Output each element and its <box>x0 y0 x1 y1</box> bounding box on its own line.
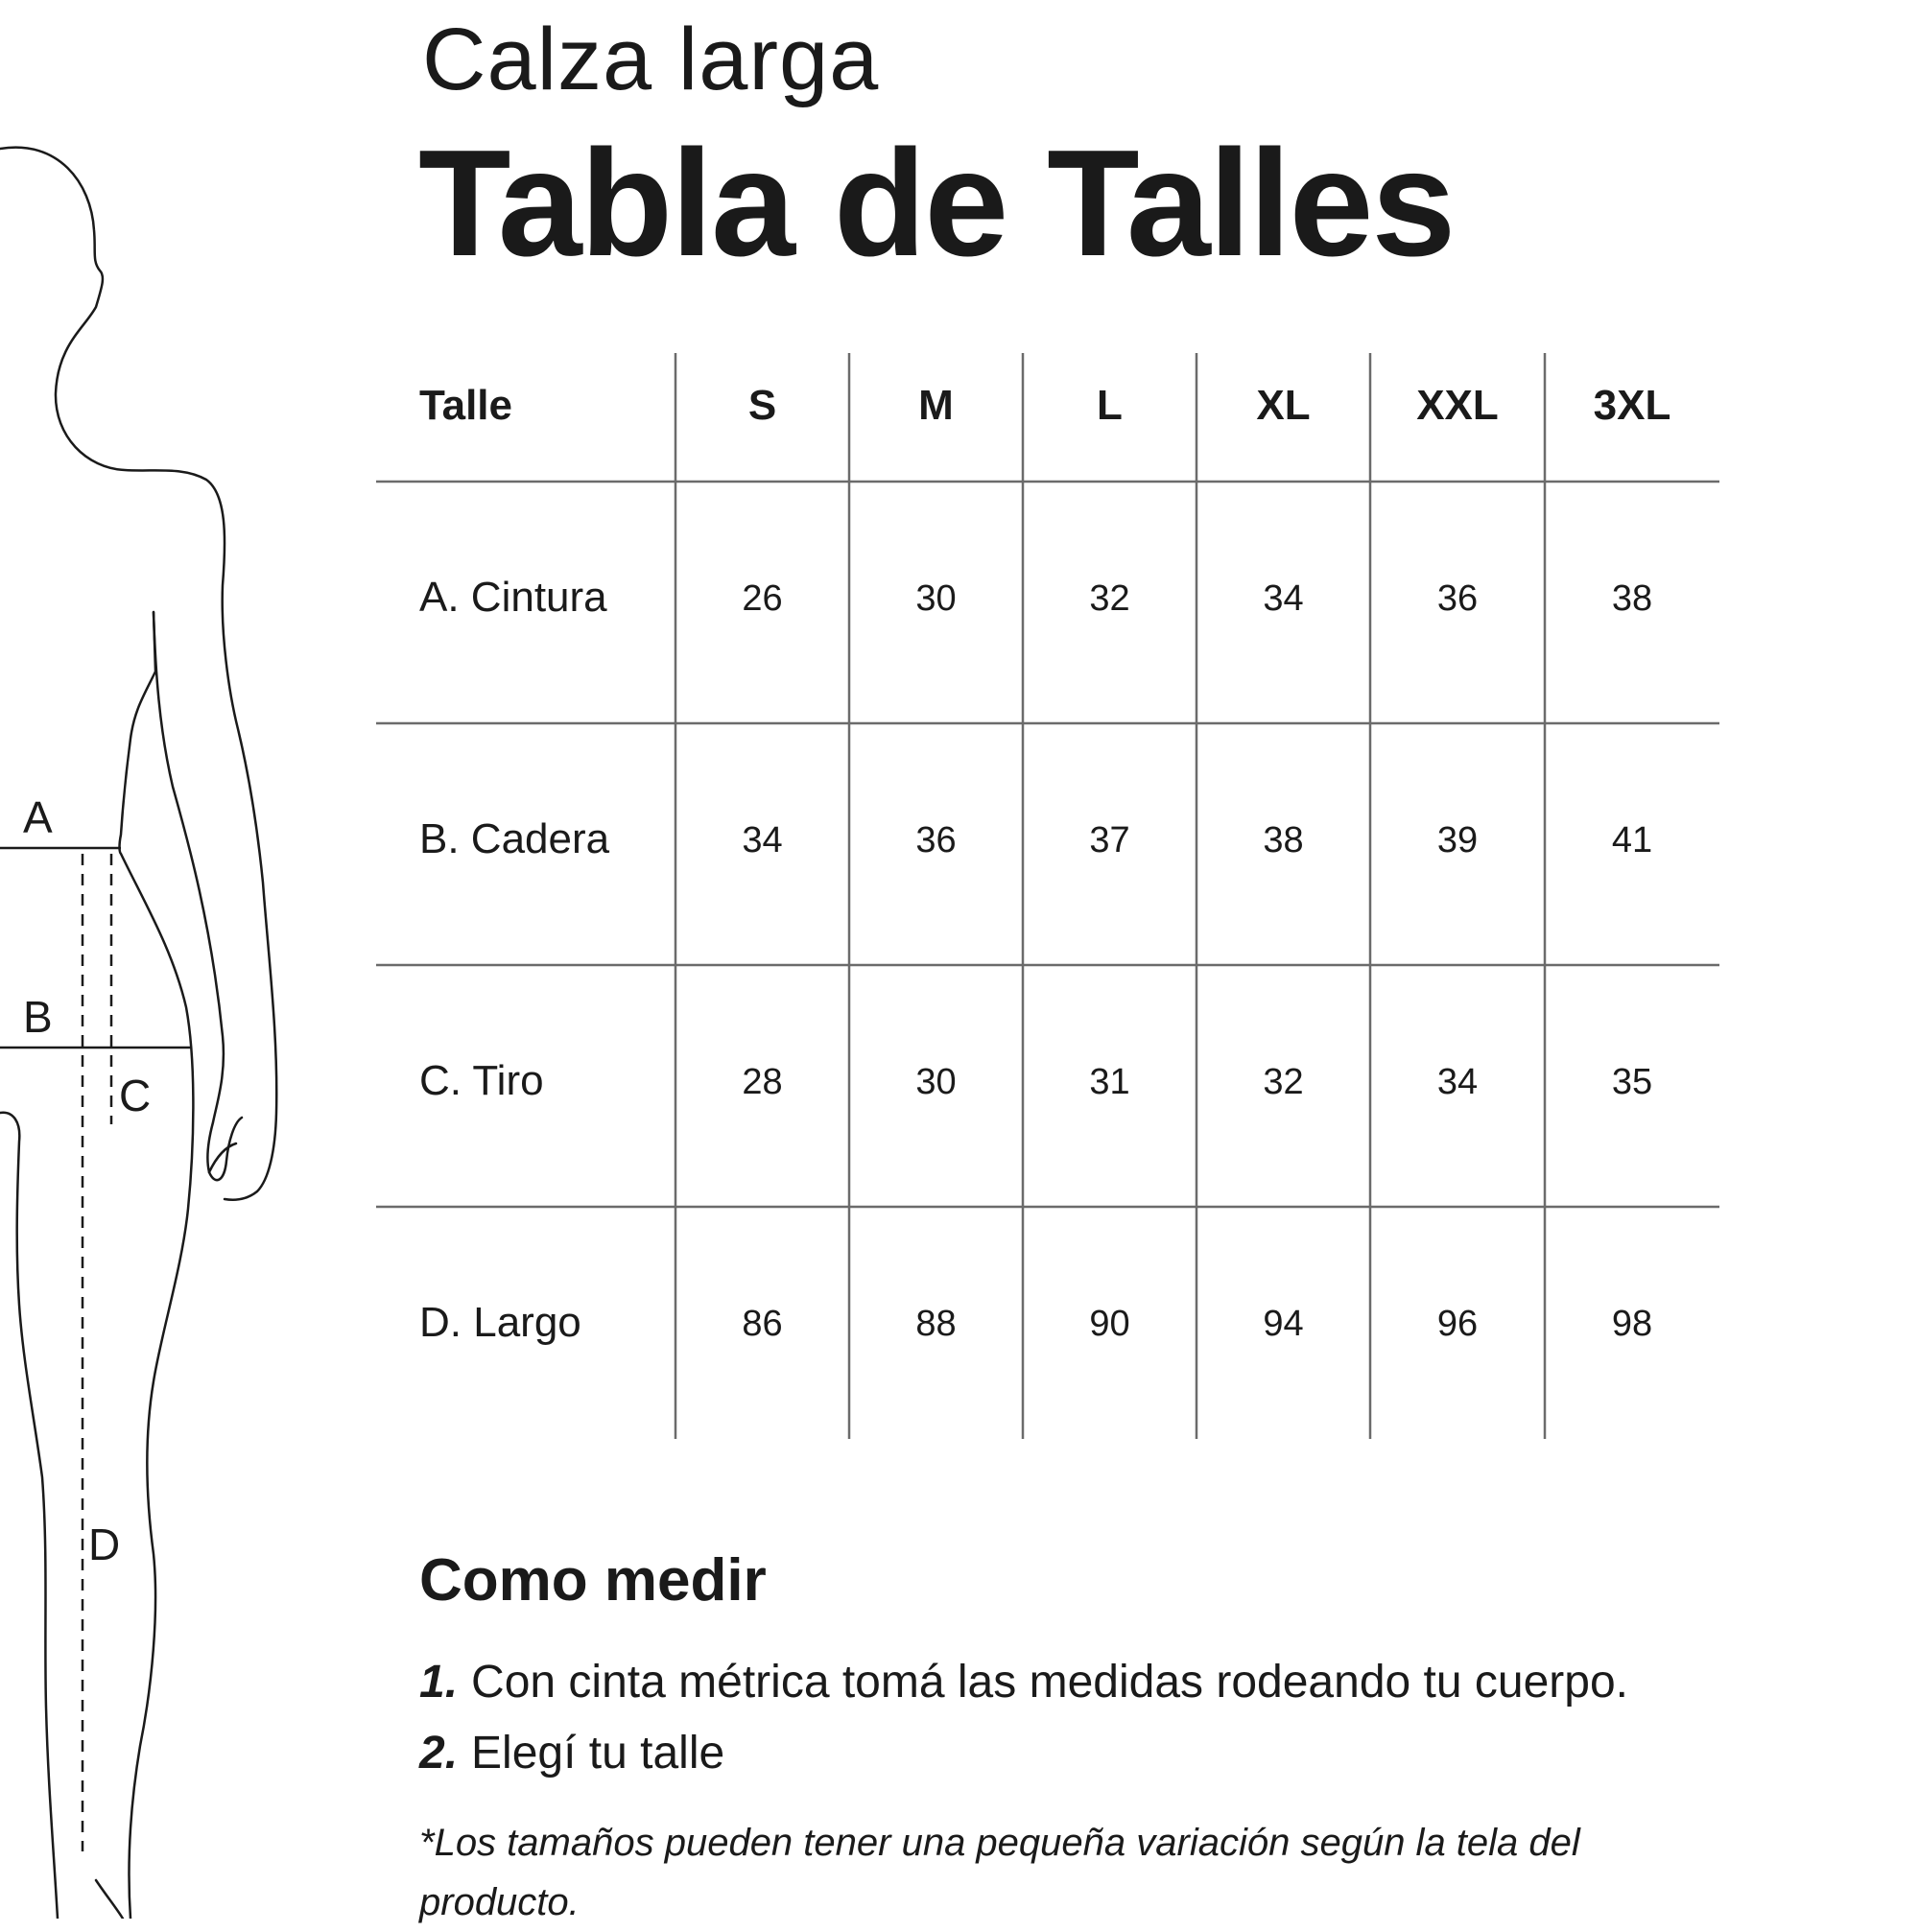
row-label-largo: D. Largo <box>419 1299 581 1346</box>
size-header-m: M <box>918 382 954 429</box>
table-cell: 86 <box>742 1304 783 1344</box>
table-cell: 98 <box>1611 1304 1653 1344</box>
step-number: 1. <box>419 1657 459 1708</box>
how-to-measure-title: Como medir <box>419 1547 767 1614</box>
table-cell: 39 <box>1436 820 1479 860</box>
table-cell: 90 <box>1089 1304 1130 1344</box>
product-subtitle: Calza larga <box>422 11 880 108</box>
size-header-xxl: XXL <box>1416 382 1499 429</box>
table-cell: 38 <box>1263 820 1304 860</box>
table-cell: 35 <box>1611 1062 1653 1102</box>
row-label-cadera: B. Cadera <box>419 815 610 862</box>
step-number: 2. <box>419 1728 459 1779</box>
size-variation-note: *Los tamaños pueden tener una pequeña variación según la tela del producto. <box>419 1822 1580 1923</box>
size-header-s: S <box>747 382 777 429</box>
size-header-3xl: 3XL <box>1593 382 1671 429</box>
instruction-step-1 <box>419 1656 1628 1708</box>
table-cell: 31 <box>1089 1062 1130 1102</box>
marker-b-label: B <box>23 992 53 1042</box>
row-label-tiro: C. Tiro <box>419 1057 544 1104</box>
table-cell: 88 <box>915 1304 957 1344</box>
table-cell: 96 <box>1436 1304 1479 1344</box>
table-cell: 30 <box>915 1062 957 1102</box>
step-text: Elegí tu talle <box>471 1728 725 1779</box>
marker-c-label: C <box>119 1071 152 1120</box>
table-cell: 32 <box>1089 578 1130 619</box>
page-title: Tabla de Talles <box>418 119 1455 288</box>
body-silhouette-illustration <box>0 0 317 1919</box>
table-cell: 38 <box>1611 578 1653 619</box>
row-label-cintura: A. Cintura <box>419 574 607 621</box>
table-cell: 30 <box>915 578 957 619</box>
table-corner-label: Talle <box>419 382 513 429</box>
size-header-xl: XL <box>1256 382 1311 429</box>
table-cell: 34 <box>1436 1062 1479 1102</box>
table-cell: 36 <box>1436 578 1479 619</box>
table-cell: 26 <box>742 578 783 619</box>
step-text: Con cinta métrica tomá las medidas rodeando tu cuerpo. <box>471 1657 1629 1708</box>
table-cell: 34 <box>742 820 783 860</box>
instruction-step-2 <box>419 1727 724 1779</box>
table-cell: 41 <box>1611 820 1653 860</box>
table-cell: 34 <box>1263 578 1304 619</box>
table-cell: 36 <box>915 820 957 860</box>
marker-d-label: D <box>88 1520 121 1569</box>
marker-a-label: A <box>23 792 53 842</box>
size-header-l: L <box>1097 382 1123 429</box>
table-cell: 37 <box>1089 820 1130 860</box>
table-cell: 94 <box>1263 1304 1304 1344</box>
table-cell: 28 <box>742 1062 783 1102</box>
table-cell: 32 <box>1263 1062 1304 1102</box>
